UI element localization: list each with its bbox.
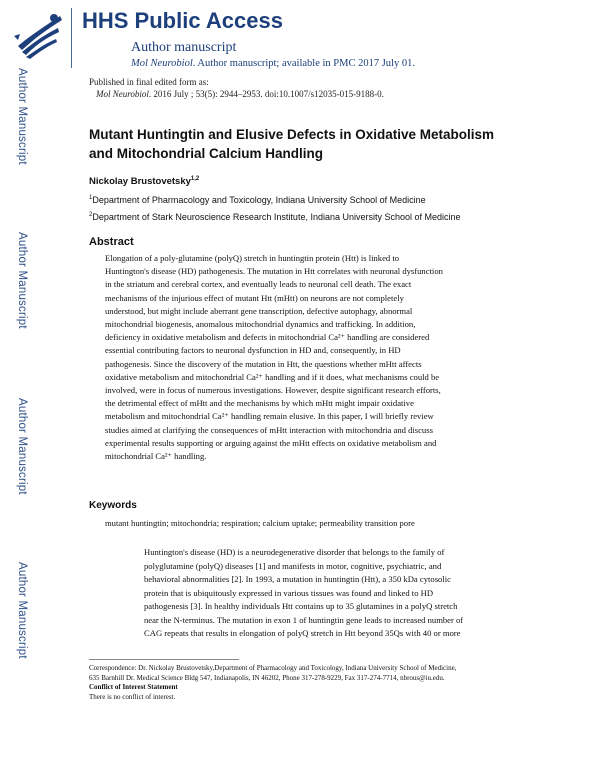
abstract-heading: Abstract <box>89 236 134 248</box>
conflict-heading: Conflict of Interest Statement <box>89 683 178 692</box>
abstract-line: in the striatum and cerebral cortex, and eventually leads to neuronal cell death. The exact <box>105 279 412 290</box>
availability-text: . Author manuscript; available in PMC 2017 July 01. <box>192 58 415 69</box>
header-divider <box>71 8 72 68</box>
side-label-2: Author Manuscript <box>16 232 28 329</box>
abstract-line: involved, were in focus of numerous investigations. However, despite significant research efforts, <box>105 385 441 396</box>
body-line: CAG repeats that results in elongation of polyQ stretch in Htt beyond 35Qs with 40 or more <box>144 628 461 638</box>
abstract-line: Huntington's disease (HD) pathogenesis. The mutation in Htt correlates with neuronal dysfunction <box>105 266 443 277</box>
abstract-line: essential contributing factors to neuronal dysfunction in HD and, consequently, in HD <box>105 345 401 356</box>
abstract-line: deficiency in oxidative metabolism and defects in mitochondrial Ca²⁺ handling are considered <box>105 332 430 343</box>
body-line: pathogenesis [3]. In healthy individuals Htt contains up to 35 glutamines in a polyQ stretch <box>144 601 458 611</box>
body-line: Huntington's disease (HD) is a neurodegenerative disorder that belongs to the family of <box>144 547 445 557</box>
side-label-4: Author Manuscript <box>16 562 28 659</box>
body-line: behavioral abnormalities [2]. In 1993, a mutation in huntingtin (Htt), a 350 kDa cytosolic <box>144 574 451 584</box>
journal-name: Mol Neurobiol <box>131 58 193 69</box>
abstract-line: oxidative metabolism and mitochondrial Ca²⁺ handling and if it does, what mechanisms could be <box>105 371 440 382</box>
abstract-line: mitochondrial biogenesis, anomalous mitochondrial dynamics and trafficking. In addition, <box>105 319 416 330</box>
abstract-line: mechanisms of the injurious effect of mutant Htt (mHtt) on neurons are not completely <box>105 292 404 303</box>
abstract-line: studies aimed at clarifying the consequences of mHtt interaction with mitochondria and discuss <box>105 424 433 435</box>
conflict-text: There is no conflict of interest. <box>89 692 176 701</box>
hhs-eagle-logo-icon <box>8 6 68 64</box>
citation-text: . 2016 July ; 53(5): 2944–2953. doi:10.1007/s12035-015-9188-0. <box>148 89 384 99</box>
body-line: polyglutamine (polyQ) diseases [1] and manifests in motor, cognitive, psychiatric, and <box>144 560 442 571</box>
correspondence-line-2: 635 Barnhill Dr. Medical Science Bldg 547, Indianapolis, IN 46202, Phone 317-278-9229, Fax 317-274-7714, nbrous@iu.edu. <box>89 673 445 682</box>
availability-line <box>131 58 415 69</box>
body-line: near the N-terminus. The mutation in exon 1 of huntingtin gene leads to increased number of <box>144 614 464 625</box>
abstract-line: mitochondrial Ca²⁺ handling. <box>105 451 207 462</box>
author-name: Nickolay Brustovetsky$^{1,2}$ <box>89 176 200 188</box>
hhs-public-access-title: HHS Public Access <box>82 8 283 33</box>
body-text <box>144 546 524 641</box>
affiliation-2: $^2$Department of Stark Neuroscience Research Institute, Indiana University School of Medicine <box>89 212 461 222</box>
citation-line <box>96 89 384 99</box>
citation-journal: Mol Neurobiol <box>96 89 149 99</box>
footnote-rule <box>89 659 239 660</box>
keywords-text: mutant huntingtin; mitochondria; respiration; calcium uptake; permeability transition pore <box>105 518 415 528</box>
side-label-3: Author Manuscript <box>16 398 28 495</box>
author-superscript: 1,2 <box>190 176 200 182</box>
abstract-body <box>105 252 525 463</box>
abstract-line: experimental results supporting or arguing against the mHtt effects on oxidative metabolism and <box>105 437 437 448</box>
affiliation-1: $^1$Department of Pharmacology and Toxicology, Indiana University School of Medicine <box>89 195 426 205</box>
keywords-heading: Keywords <box>89 500 137 511</box>
abstract-line: metabolism and mitochondrial Ca²⁺ handling remain elusive. In this paper, I will briefly review <box>105 411 434 422</box>
abstract-line: understood, but might include aberrant gene transcription, defective autophagy, abnormal <box>105 305 413 316</box>
author-manuscript-subtitle: Author manuscript <box>131 40 237 55</box>
side-label-1: Author Manuscript <box>16 68 28 165</box>
abstract-line: the detrimental effect of mHtt and the mechanisms by which mHtt might impair oxidative <box>105 398 414 409</box>
correspondence-line-1: Correspondence: Dr. Nickolay Brustovetsky,Department of Pharmacology and Toxicology, Indiana University School of Medicine, <box>89 664 457 672</box>
published-line: Published in final edited form as: <box>89 77 209 87</box>
abstract-line: pathogenesis. Since the discovery of the mutation in Htt, the questions whether mHtt affects <box>105 358 422 369</box>
article-title: Mutant Huntingtin and Elusive Defects in Oxidative Metabolism and Mitochondrial Calcium Handling <box>89 127 495 161</box>
abstract-line: Elongation of a poly-glutamine (polyQ) stretch in huntingtin protein (Htt) is linked to <box>105 253 400 263</box>
footnotes <box>89 664 529 702</box>
body-line: protein that is ubiquitously expressed in various tissues was found and linked to HD <box>144 587 434 598</box>
